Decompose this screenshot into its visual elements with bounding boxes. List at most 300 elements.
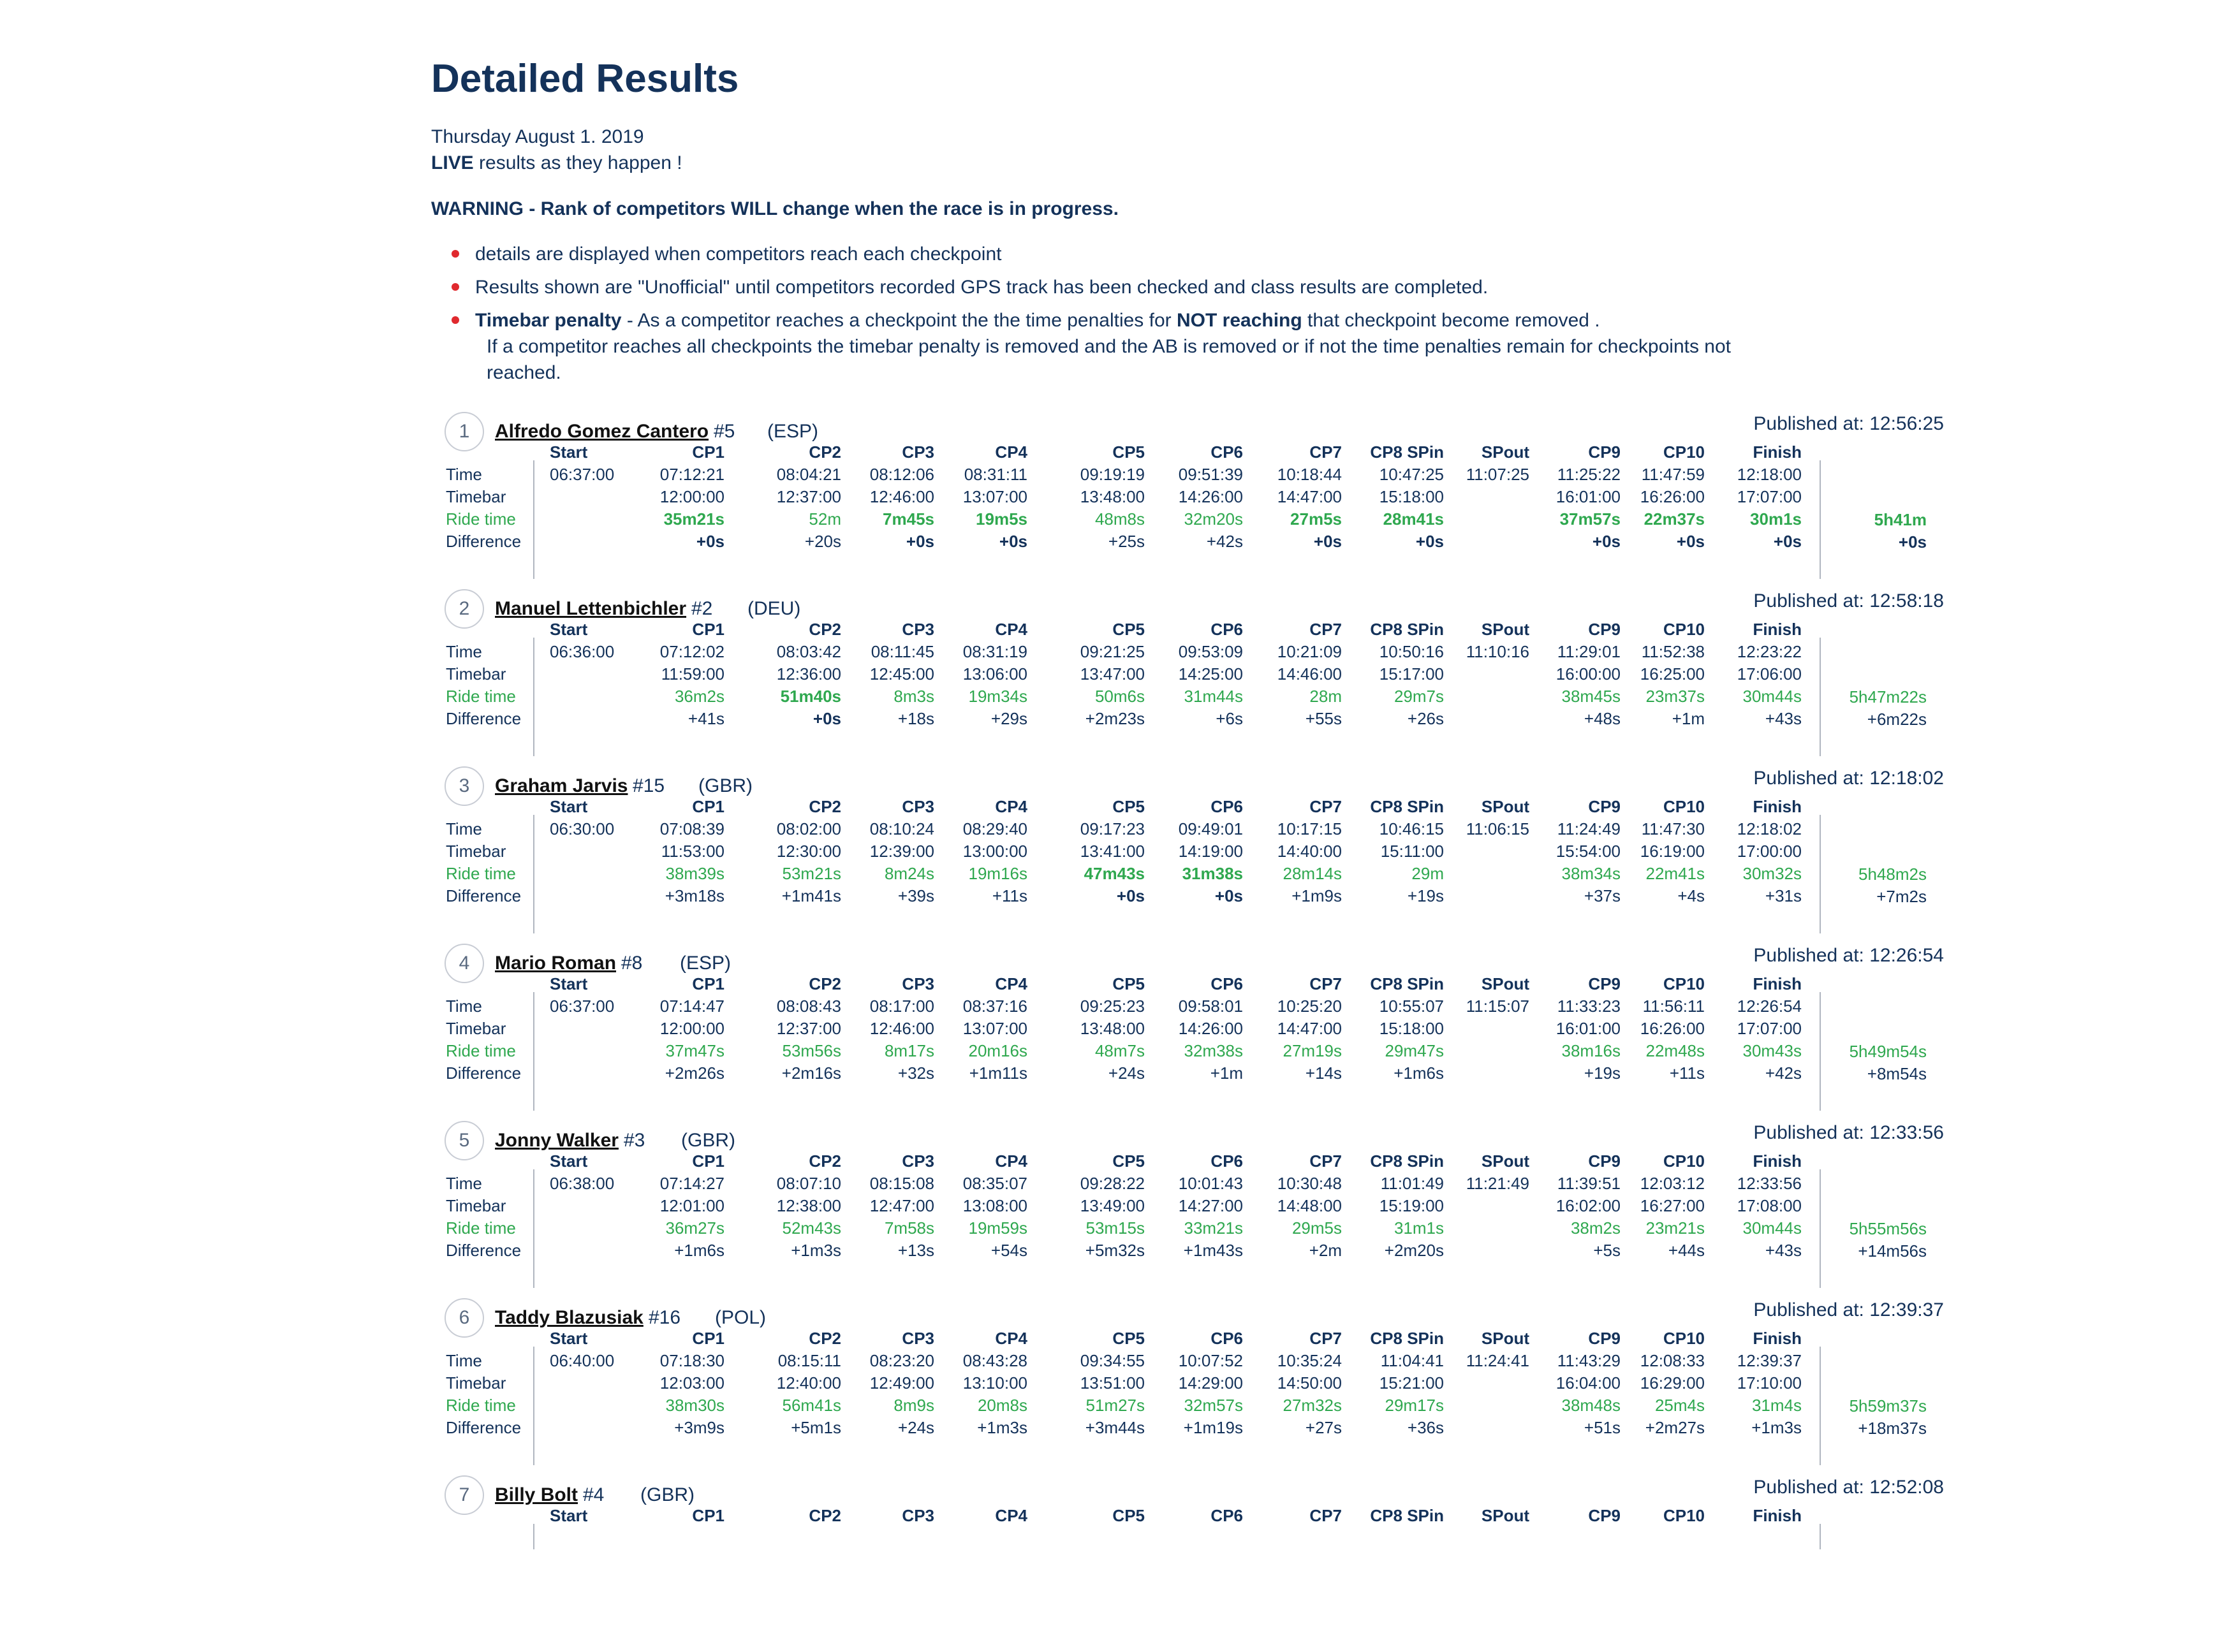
- published-time: [1753, 413, 1944, 435]
- checkpoint-column: [777, 618, 841, 730]
- rider-name-text: Graham Jarvis: [495, 775, 628, 796]
- checkpoint-column: [1179, 973, 1243, 1085]
- timebar-cell: [550, 663, 614, 685]
- checkpoint-header: Finish: [1753, 1506, 1802, 1525]
- checkpoint-column: [777, 441, 841, 553]
- checkpoint-header: CP8 SPin: [1370, 1151, 1444, 1171]
- difference-cell: +43s: [1765, 1241, 1802, 1260]
- rider-name-link[interactable]: [495, 1130, 619, 1151]
- ride-time-cell: 29m47s: [1385, 1041, 1444, 1060]
- checkpoint-header: CP8 SPin: [1370, 620, 1444, 639]
- ride-time-cell: 32m38s: [1184, 1041, 1243, 1060]
- rider-bib: #4: [583, 1484, 605, 1505]
- time-cell: 08:07:10: [776, 1174, 841, 1193]
- difference-cell: +2m20s: [1384, 1241, 1444, 1260]
- ride-time-cell: 30m44s: [1742, 687, 1802, 706]
- checkpoint-column: [963, 973, 1027, 1085]
- timebar-cell: 16:02:00: [1556, 1196, 1621, 1215]
- rider-name-text: Alfredo Gomez Cantero: [495, 421, 709, 442]
- timebar-cell: 16:01:00: [1556, 487, 1621, 506]
- checkpoint-header: CP10: [1663, 442, 1705, 462]
- checkpoint-header: Start: [550, 974, 588, 993]
- difference-cell: [550, 530, 614, 553]
- row-label-time: Time: [446, 1351, 482, 1370]
- ride-time-cell: 23m21s: [1645, 1218, 1705, 1238]
- row-label-difference: Difference: [446, 886, 522, 905]
- checkpoint-column: [1080, 441, 1145, 553]
- row-label-ride-time: Ride time: [446, 687, 516, 706]
- rider-block: [431, 1298, 1944, 1475]
- ride-time-cell: 38m34s: [1561, 864, 1621, 883]
- ride-time-cell: 36m27s: [665, 1218, 724, 1238]
- checkpoint-header: CP1: [692, 1329, 724, 1348]
- difference-cell: +43s: [1765, 709, 1802, 728]
- ride-time-cell: 52m: [809, 509, 841, 529]
- time-cell: 09:28:22: [1080, 1174, 1145, 1193]
- checkpoint-header: CP1: [692, 620, 724, 639]
- difference-cell: +11s: [992, 886, 1027, 905]
- difference-cell: +5s: [1593, 1241, 1621, 1260]
- time-cell: 09:21:25: [1080, 642, 1145, 661]
- ride-time-cell: 8m3s: [894, 687, 934, 706]
- checkpoint-header: CP5: [1112, 620, 1145, 639]
- checkpoint-header: CP8 SPin: [1370, 974, 1444, 993]
- checkpoint-header: CP4: [995, 974, 1027, 993]
- published-time: [1753, 945, 1944, 967]
- checkpoint-header: CP1: [692, 1506, 724, 1525]
- checkpoint-header: CP5: [1112, 1151, 1145, 1171]
- timebar-cell: 15:54:00: [1556, 842, 1621, 861]
- checkpoint-column: [1370, 618, 1444, 730]
- checkpoint-column: [777, 1150, 841, 1262]
- checkpoint-column: [1466, 441, 1529, 553]
- timebar-cell: 14:47:00: [1277, 487, 1342, 506]
- published-label: Published at:: [1753, 413, 1870, 434]
- rider-name-link[interactable]: [495, 1484, 578, 1506]
- ride-time-cell: [1466, 863, 1529, 885]
- time-cell: 10:07:52: [1178, 1351, 1243, 1370]
- difference-cell: +3m44s: [1085, 1418, 1145, 1437]
- checkpoint-header: CP4: [995, 620, 1027, 639]
- total-column: [1850, 1218, 1927, 1262]
- checkpoint-header: CP10: [1663, 974, 1705, 993]
- difference-cell: [1466, 708, 1529, 730]
- time-cell: 08:17:00: [869, 997, 934, 1016]
- timebar-cell: [550, 1018, 614, 1040]
- difference-cell: +55s: [1305, 709, 1342, 728]
- time-cell: 11:01:49: [1380, 1174, 1444, 1193]
- checkpoint-column: [1112, 1505, 1145, 1527]
- ride-time-cell: 25m4s: [1654, 1396, 1705, 1415]
- timebar-cell: 12:38:00: [776, 1196, 841, 1215]
- difference-cell: +0s: [1773, 532, 1802, 551]
- note-continuation: If a competitor reaches all checkpoints the timebar penalty is removed and the AB is removed or if not the time penalties remain for checkpoints not reached.: [487, 336, 1731, 383]
- difference-cell: +27s: [1305, 1418, 1342, 1437]
- difference-cell: +6s: [1216, 709, 1243, 728]
- divider: [1820, 638, 1821, 756]
- difference-cell: +54s: [990, 1241, 1027, 1260]
- checkpoint-column: [1640, 796, 1705, 907]
- checkpoint-column: [1466, 1150, 1529, 1262]
- published-label: Published at:: [1753, 1477, 1870, 1498]
- checkpoint-column: [1277, 618, 1342, 730]
- checkpoint-header: CP8 SPin: [1370, 1329, 1444, 1348]
- divider: [533, 638, 534, 756]
- total-column: [1850, 686, 1927, 731]
- ride-time-cell: 29m5s: [1291, 1218, 1342, 1238]
- difference-cell: +42s: [1765, 1064, 1802, 1083]
- timebar-cell: 16:25:00: [1640, 664, 1705, 683]
- row-labels: [446, 464, 521, 553]
- time-cell: 11:10:16: [1466, 642, 1529, 661]
- difference-cell: +1m: [1672, 709, 1705, 728]
- note-text: details are displayed when competitors reach each checkpoint: [475, 244, 1002, 265]
- difference-cell: +42s: [1206, 532, 1243, 551]
- divider: [1820, 1524, 1821, 1549]
- time-cell: 12:08:33: [1640, 1351, 1705, 1370]
- time-cell: 08:02:00: [776, 819, 841, 838]
- checkpoint-column: [1179, 441, 1243, 553]
- difference-cell: +1m3s: [1751, 1418, 1802, 1437]
- time-cell: 09:49:01: [1178, 819, 1243, 838]
- difference-cell: +11s: [1669, 1064, 1705, 1083]
- time-cell: 06:38:00: [550, 1174, 615, 1193]
- difference-cell: +1m41s: [781, 886, 841, 905]
- checkpoint-column: [660, 796, 724, 907]
- bullet-icon: [452, 283, 459, 291]
- checkpoint-header: CP1: [692, 974, 724, 993]
- ride-time-cell: [1466, 1217, 1529, 1239]
- checkpoint-column: [963, 1150, 1027, 1262]
- published-time: [1753, 1477, 1944, 1498]
- ride-time-cell: [550, 863, 614, 885]
- checkpoint-column: [1277, 441, 1342, 553]
- rider-bib: #3: [624, 1130, 645, 1151]
- checkpoint-column: [870, 1150, 934, 1262]
- checkpoint-column: [995, 1505, 1027, 1527]
- rider-bib: #16: [649, 1307, 681, 1328]
- difference-cell: +1m6s: [1394, 1064, 1444, 1083]
- timebar-cell: 16:27:00: [1640, 1196, 1705, 1215]
- timebar-cell: [550, 1195, 614, 1217]
- timebar-cell: 11:59:00: [661, 664, 724, 683]
- row-label-difference: Difference: [446, 709, 522, 728]
- checkpoint-column: [550, 1327, 614, 1439]
- rider-name-text: Taddy Blazusiak: [495, 1307, 644, 1328]
- timebar-cell: 12:00:00: [659, 487, 724, 506]
- checkpoint-header: CP10: [1663, 1329, 1705, 1348]
- time-cell: 08:43:28: [962, 1351, 1027, 1370]
- ride-time-cell: 28m: [1309, 687, 1342, 706]
- difference-cell: [550, 1062, 614, 1085]
- published-value: 12:52:08: [1869, 1477, 1944, 1498]
- row-label-timebar: Timebar: [446, 487, 506, 506]
- timebar-cell: 12:47:00: [869, 1196, 934, 1215]
- timebar-cell: [1466, 486, 1529, 508]
- bullet-icon: [452, 316, 459, 324]
- rider-name-link[interactable]: [495, 953, 616, 974]
- published-label: Published at:: [1753, 1299, 1870, 1320]
- time-cell: 07:14:47: [659, 997, 724, 1016]
- checkpoint-header: Finish: [1753, 974, 1802, 993]
- row-label-timebar: Timebar: [446, 1373, 506, 1393]
- checkpoint-column: [1663, 1505, 1705, 1527]
- checkpoint-column: [1370, 973, 1444, 1085]
- total-difference: +6m22s: [1867, 710, 1927, 729]
- time-cell: 08:15:08: [869, 1174, 934, 1193]
- rider-name-link[interactable]: [495, 775, 628, 797]
- ride-time-cell: 30m1s: [1750, 509, 1802, 529]
- timebar-cell: [550, 840, 614, 863]
- checkpoint-column: [1080, 1150, 1145, 1262]
- difference-cell: +24s: [897, 1418, 934, 1437]
- ride-time-cell: 27m19s: [1283, 1041, 1342, 1060]
- bullet-icon: [452, 250, 459, 258]
- checkpoint-column: [1080, 618, 1145, 730]
- difference-cell: +44s: [1668, 1241, 1705, 1260]
- checkpoint-header: Finish: [1753, 620, 1802, 639]
- checkpoint-column: [777, 973, 841, 1085]
- total-difference: +18m37s: [1858, 1419, 1927, 1438]
- checkpoint-header: CP3: [902, 974, 934, 993]
- difference-cell: +2m23s: [1085, 709, 1145, 728]
- rider-block: [431, 412, 1944, 588]
- checkpoint-column: [777, 1327, 841, 1439]
- published-value: 12:33:56: [1869, 1122, 1944, 1143]
- divider: [533, 1347, 534, 1465]
- published-label: Published at:: [1753, 945, 1870, 966]
- checkpoint-header: Start: [550, 442, 588, 462]
- time-cell: 11:39:51: [1557, 1174, 1621, 1193]
- checkpoint-header: CP7: [1309, 1151, 1342, 1171]
- checkpoint-header: CP10: [1663, 1506, 1705, 1525]
- ride-time-cell: 48m8s: [1094, 509, 1145, 529]
- timebar-cell: 14:48:00: [1277, 1196, 1342, 1215]
- time-cell: 11:33:23: [1557, 997, 1621, 1016]
- checkpoint-column: [809, 1505, 841, 1527]
- rider-country: (GBR): [640, 1484, 695, 1505]
- checkpoint-header: CP1: [692, 797, 724, 816]
- ride-time-cell: 8m9s: [894, 1396, 934, 1415]
- time-cell: 10:46:15: [1379, 819, 1444, 838]
- difference-cell: +0s: [813, 709, 841, 728]
- ride-time-cell: 35m21s: [663, 509, 724, 529]
- divider: [533, 1524, 534, 1549]
- timebar-cell: 12:36:00: [776, 664, 841, 683]
- note-text: that checkpoint become removed .: [1302, 310, 1600, 331]
- difference-cell: +19s: [1584, 1064, 1621, 1083]
- ride-time-cell: [1466, 685, 1529, 708]
- timebar-cell: 14:19:00: [1178, 842, 1243, 861]
- checkpoint-column: [1370, 441, 1444, 553]
- divider: [533, 460, 534, 579]
- difference-cell: +48s: [1584, 709, 1621, 728]
- checkpoint-column: [1080, 973, 1145, 1085]
- time-cell: 10:55:07: [1379, 997, 1444, 1016]
- checkpoint-column: [1640, 441, 1705, 553]
- timebar-cell: 16:04:00: [1556, 1373, 1621, 1393]
- difference-cell: +1m: [1210, 1064, 1243, 1083]
- checkpoint-header: CP4: [995, 442, 1027, 462]
- checkpoint-header: CP2: [809, 1506, 841, 1525]
- timebar-cell: 14:46:00: [1277, 664, 1342, 683]
- checkpoint-header: Finish: [1753, 797, 1802, 816]
- row-label-ride-time: Ride time: [446, 1041, 516, 1060]
- ride-time-cell: 20m16s: [968, 1041, 1027, 1060]
- total-ride-time: 5h47m22s: [1849, 687, 1927, 706]
- difference-cell: +32s: [897, 1064, 934, 1083]
- difference-cell: +4s: [1677, 886, 1705, 905]
- checkpoint-header: CP9: [1588, 974, 1621, 993]
- checkpoint-header: CP9: [1588, 797, 1621, 816]
- time-cell: 07:12:02: [659, 642, 724, 661]
- row-labels: [446, 1173, 521, 1262]
- timebar-cell: [1466, 663, 1529, 685]
- time-cell: 11:29:01: [1557, 642, 1621, 661]
- timebar-cell: 13:00:00: [962, 842, 1027, 861]
- checkpoint-column: [1179, 1327, 1243, 1439]
- page-title: Detailed Results: [431, 57, 739, 101]
- timebar-cell: 12:37:00: [776, 1019, 841, 1038]
- checkpoint-column: [963, 618, 1027, 730]
- difference-cell: +18s: [897, 709, 934, 728]
- checkpoint-header: CP9: [1588, 1151, 1621, 1171]
- checkpoint-column: [777, 796, 841, 907]
- time-cell: 06:40:00: [550, 1351, 615, 1370]
- checkpoint-header: CP7: [1309, 1506, 1342, 1525]
- published-time: [1753, 1299, 1944, 1321]
- ride-time-cell: 38m2s: [1570, 1218, 1621, 1238]
- ride-time-cell: 29m7s: [1394, 687, 1444, 706]
- checkpoint-header: CP5: [1112, 974, 1145, 993]
- row-label-ride-time: Ride time: [446, 1396, 516, 1415]
- checkpoint-header: CP7: [1309, 442, 1342, 462]
- ride-time-cell: 38m16s: [1561, 1041, 1621, 1060]
- rank-badge: 4: [445, 944, 484, 983]
- timebar-cell: 12:46:00: [869, 1019, 934, 1038]
- checkpoint-column: [870, 441, 934, 553]
- ride-time-cell: 53m21s: [782, 864, 841, 883]
- timebar-cell: 12:00:00: [659, 1019, 724, 1038]
- checkpoint-header: Start: [550, 797, 588, 816]
- difference-cell: +2m27s: [1645, 1418, 1705, 1437]
- rider-bib: #2: [691, 598, 713, 619]
- difference-cell: +24s: [1108, 1064, 1145, 1083]
- checkpoint-column: [1179, 1150, 1243, 1262]
- timebar-cell: 13:08:00: [962, 1196, 1027, 1215]
- rider-name-link[interactable]: [495, 421, 709, 442]
- ride-time-cell: 8m24s: [884, 864, 934, 883]
- time-cell: 11:04:41: [1380, 1351, 1444, 1370]
- checkpoint-header: CP6: [1210, 442, 1243, 462]
- timebar-cell: 17:10:00: [1737, 1373, 1802, 1393]
- checkpoint-column: [1556, 973, 1621, 1085]
- ride-time-cell: 29m: [1411, 864, 1444, 883]
- rider-block: [431, 1475, 1944, 1652]
- checkpoint-header: Start: [550, 620, 588, 639]
- time-cell: 09:17:23: [1080, 819, 1145, 838]
- checkpoint-column: [1466, 973, 1529, 1085]
- time-cell: 11:25:22: [1557, 465, 1621, 484]
- timebar-cell: [1466, 1372, 1529, 1394]
- time-cell: 07:18:30: [659, 1351, 724, 1370]
- checkpoint-column: [1277, 1150, 1342, 1262]
- rider-country: (GBR): [698, 775, 753, 796]
- timebar-cell: 15:18:00: [1379, 1019, 1444, 1038]
- row-label-timebar: Timebar: [446, 664, 506, 683]
- checkpoint-column: [1640, 618, 1705, 730]
- total-ride-time: 5h49m54s: [1849, 1042, 1927, 1061]
- checkpoint-header: SPout: [1481, 620, 1529, 639]
- checkpoint-header: SPout: [1481, 974, 1529, 993]
- difference-cell: +1m19s: [1183, 1418, 1243, 1437]
- row-labels: [446, 995, 521, 1085]
- ride-time-cell: 7m45s: [883, 509, 934, 529]
- total-ride-time: 5h41m: [1874, 510, 1927, 529]
- difference-cell: +51s: [1584, 1418, 1621, 1437]
- time-cell: 09:53:09: [1178, 642, 1243, 661]
- timebar-cell: 16:19:00: [1640, 842, 1705, 861]
- time-cell: 10:01:43: [1178, 1174, 1243, 1193]
- live-notice: [431, 152, 682, 174]
- published-time: [1753, 768, 1944, 789]
- checkpoint-header: Start: [550, 1506, 588, 1525]
- checkpoint-column: [550, 1150, 614, 1262]
- ride-time-cell: 30m44s: [1742, 1218, 1802, 1238]
- checkpoint-header: CP10: [1663, 620, 1705, 639]
- time-cell: 10:21:09: [1277, 642, 1342, 661]
- checkpoint-column: [1737, 1327, 1802, 1439]
- checkpoint-column: [1737, 796, 1802, 907]
- row-label-time: Time: [446, 997, 482, 1016]
- rider-name-link[interactable]: [495, 1307, 644, 1329]
- checkpoint-column: [660, 618, 724, 730]
- timebar-cell: [550, 486, 614, 508]
- time-cell: 11:21:49: [1466, 1174, 1529, 1193]
- ride-time-cell: 31m38s: [1182, 864, 1243, 883]
- checkpoint-column: [1737, 441, 1802, 553]
- ride-time-cell: 32m20s: [1184, 509, 1243, 529]
- row-label-time: Time: [446, 1174, 482, 1193]
- difference-cell: +25s: [1108, 532, 1145, 551]
- time-cell: 12:18:00: [1737, 465, 1802, 484]
- rider-name-link[interactable]: [495, 598, 686, 620]
- difference-cell: +31s: [1765, 886, 1802, 905]
- time-cell: 08:11:45: [871, 642, 934, 661]
- checkpoint-header: CP3: [902, 1506, 934, 1525]
- checkpoint-column: [902, 1505, 934, 1527]
- checkpoint-column: [1210, 1505, 1243, 1527]
- checkpoint-header: CP1: [692, 1151, 724, 1171]
- checkpoint-column: [1556, 441, 1621, 553]
- difference-cell: +13s: [897, 1241, 934, 1260]
- row-label-time: Time: [446, 642, 482, 661]
- ride-time-cell: 31m44s: [1184, 687, 1243, 706]
- time-cell: 08:03:42: [776, 642, 841, 661]
- ride-time-cell: [550, 1217, 614, 1239]
- live-label: LIVE: [431, 152, 474, 173]
- note-bold: NOT reaching: [1177, 310, 1302, 331]
- checkpoint-header: CP4: [995, 1506, 1027, 1525]
- checkpoint-header: CP10: [1663, 797, 1705, 816]
- published-value: 12:58:18: [1869, 590, 1944, 611]
- time-cell: 08:31:11: [964, 465, 1027, 484]
- time-cell: 11:56:11: [1642, 997, 1705, 1016]
- checkpoint-header: CP5: [1112, 797, 1145, 816]
- checkpoint-header: CP2: [809, 620, 841, 639]
- time-cell: 11:47:59: [1641, 465, 1705, 484]
- difference-cell: [550, 885, 614, 907]
